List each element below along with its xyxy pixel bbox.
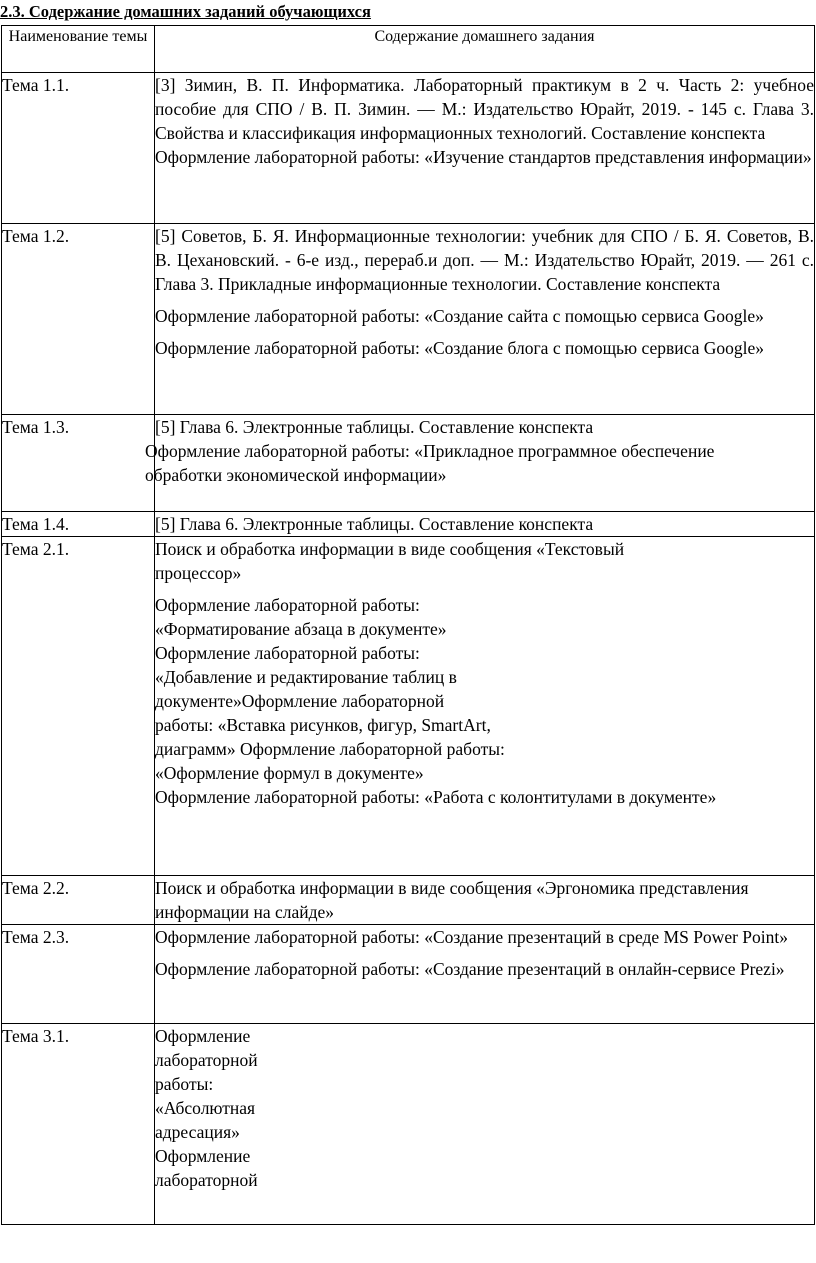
topic-cell: Тема 1.2. [2, 224, 155, 415]
content-paragraph: Оформление лабораторной работы: «Абсолютная адресация» Оформление лабораторной [155, 1026, 258, 1190]
topic-cell: Тема 2.2. [2, 876, 155, 925]
table-row [2, 876, 815, 925]
table-row [2, 512, 815, 537]
topic-cell: Тема 2.1. [2, 537, 155, 876]
content-paragraph: [5] Глава 6. Электронные таблицы. Составление конспекта [155, 514, 594, 534]
content-paragraph: Оформление лабораторной работы: «Создание презентаций в среде MS Power Point» [155, 927, 788, 947]
content-cell [155, 925, 815, 1024]
topic-cell: Тема 1.3. [2, 415, 155, 512]
topic-cell: Тема 1.1. [2, 73, 155, 224]
table-row [2, 73, 815, 224]
content-paragraph: [5] Глава 6. Электронные таблицы. Составление конспекта [155, 417, 594, 437]
content-paragraph: Оформление лабораторной работы: «Создание блога с помощью сервиса Google» [155, 338, 764, 358]
topic-cell: Тема 2.3. [2, 925, 155, 1024]
content-paragraph: Оформление лабораторной работы: «Создание сайта с помощью сервиса Google» [155, 306, 764, 326]
content-cell [155, 512, 815, 537]
table-row [2, 1024, 815, 1225]
content-paragraph: Поиск и обработка информации в виде сообщения «Эргономика представления информации на слайде» [155, 878, 749, 922]
content-paragraph: [5] Советов, Б. Я. Информационные технологии: учебник для СПО / Б. Я. Советов, В. В. Цехановский. - 6-е изд., перераб.и доп. — М.: Издательство Юрайт, 2019. — 261 с. Глава 3. Прикладные информационные технологии. Составление конспекта [155, 226, 814, 294]
table-row [2, 415, 815, 512]
content-paragraph: [3] Зимин, В. П. Информатика. Лабораторный практикум в 2 ч. Часть 2: учебное пособие для СПО / В. П. Зимин. — М.: Издательство Юрайт, 2019. - 145 с. Глава 3. Свойства и классификация информационных технологий. Составление конспекта [155, 75, 814, 143]
content-cell [155, 876, 815, 925]
table-row [2, 224, 815, 415]
content-cell [155, 73, 815, 224]
content-paragraph: Оформление лабораторной работы: «Изучение стандартов представления информации» [155, 147, 812, 167]
topic-cell: Тема 1.4. [2, 512, 155, 537]
content-paragraph: Поиск и обработка информации в виде сообщения «Текстовый процессор» [155, 539, 625, 583]
table-row [2, 537, 815, 876]
content-paragraph: Оформление лабораторной работы: «Прикладное программное обеспечение обработки экономической информации» [145, 441, 715, 485]
header-topic: Наименование темы [2, 26, 155, 73]
homework-table [1, 25, 815, 1225]
content-cell [155, 537, 815, 876]
content-paragraph: Оформление лабораторной работы: «Создание презентаций в онлайн-сервисе Prezi» [155, 959, 785, 979]
content-paragraph: Оформление лабораторной работы: «Форматирование абзаца в документе» Оформление лабораторной работы: «Добавление и редактирование таблиц в документе»Оформление лабораторной работы: «Вставка рисунков, фигур, SmartArt, диаграмм» Оформление лабораторной работы: «Оформление формул в документе» [155, 595, 505, 783]
table-header-row [2, 26, 815, 73]
content-cell [145, 415, 815, 512]
content-paragraph: Оформление лабораторной работы: «Работа с колонтитулами в документе» [155, 787, 717, 807]
header-content: Содержание домашнего задания [155, 26, 815, 73]
table-row [2, 925, 815, 1024]
section-title: 2.3. Содержание домашних заданий обучающихся [0, 2, 371, 21]
content-cell [155, 1024, 815, 1225]
content-cell [155, 224, 815, 415]
topic-cell: Тема 3.1. [2, 1024, 155, 1225]
